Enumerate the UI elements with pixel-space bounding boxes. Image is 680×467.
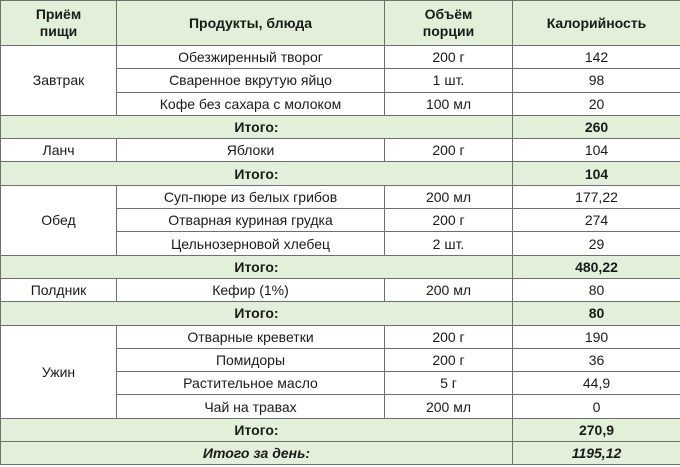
meal-name: Полдник [1,278,117,301]
product-cell: Чай на травах [117,395,385,418]
meal-name: Ланч [1,139,117,162]
total-row [1,302,680,325]
meal-header [1,1,117,46]
grand-total-label: Итого за день: [1,442,513,465]
total-label: Итого: [1,302,513,325]
total-value: 104 [513,162,680,185]
product-header: Продукты, блюда [117,1,385,46]
table-row [1,46,680,69]
portion-cell: 200 г [385,139,513,162]
total-label: Итого: [1,418,513,441]
calories-header: Калорийность [513,1,680,46]
grand-total-row [1,442,680,465]
total-value: 260 [513,115,680,138]
total-label: Итого: [1,255,513,278]
total-value: 80 [513,302,680,325]
calories-cell: 190 [513,325,680,348]
total-label: Итого: [1,115,513,138]
calories-cell: 104 [513,139,680,162]
product-cell: Кефир (1%) [117,278,385,301]
table-row [1,278,680,301]
portion-cell: 200 мл [385,278,513,301]
portion-cell: 200 г [385,325,513,348]
calories-cell: 36 [513,348,680,371]
table-row [1,325,680,348]
calories-cell: 80 [513,278,680,301]
portion-cell: 5 г [385,372,513,395]
product-cell: Отварная куриная грудка [117,209,385,232]
meal-name: Ужин [1,325,117,418]
product-cell: Яблоки [117,139,385,162]
calories-cell: 29 [513,232,680,255]
meal-name: Завтрак [1,46,117,116]
calories-cell: 0 [513,395,680,418]
portion-cell: 200 г [385,209,513,232]
calories-cell: 142 [513,46,680,69]
product-cell: Цельнозерновой хлебец [117,232,385,255]
table-row [1,185,680,208]
portion-header-line2: порции [422,23,475,39]
meal-header-line1: Приём [35,6,82,22]
product-cell: Сваренное вкрутую яйцо [117,69,385,92]
portion-cell: 100 мл [385,92,513,115]
grand-total-value: 1195,12 [513,442,680,465]
total-row [1,162,680,185]
calories-cell: 44,9 [513,372,680,395]
portion-cell: 2 шт. [385,232,513,255]
portion-cell: 1 шт. [385,69,513,92]
product-cell: Отварные креветки [117,325,385,348]
portion-cell: 200 мл [385,395,513,418]
product-cell: Суп-пюре из белых грибов [117,185,385,208]
portion-header-line1: Объём [424,6,473,22]
table-row [1,139,680,162]
product-cell: Обезжиренный творог [117,46,385,69]
header-row [1,1,680,46]
portion-cell: 200 г [385,348,513,371]
calories-cell: 177,22 [513,185,680,208]
meal-name: Обед [1,185,117,255]
total-label: Итого: [1,162,513,185]
total-value: 480,22 [513,255,680,278]
calories-cell: 20 [513,92,680,115]
total-value: 270,9 [513,418,680,441]
total-row [1,115,680,138]
product-cell: Кофе без сахара с молоком [117,92,385,115]
meal-header-line2: пищи [39,23,78,39]
calories-cell: 274 [513,209,680,232]
total-row [1,255,680,278]
calories-cell: 98 [513,69,680,92]
total-row [1,418,680,441]
portion-cell: 200 мл [385,185,513,208]
product-cell: Растительное масло [117,372,385,395]
portion-cell: 200 г [385,46,513,69]
portion-header [385,1,513,46]
product-cell: Помидоры [117,348,385,371]
